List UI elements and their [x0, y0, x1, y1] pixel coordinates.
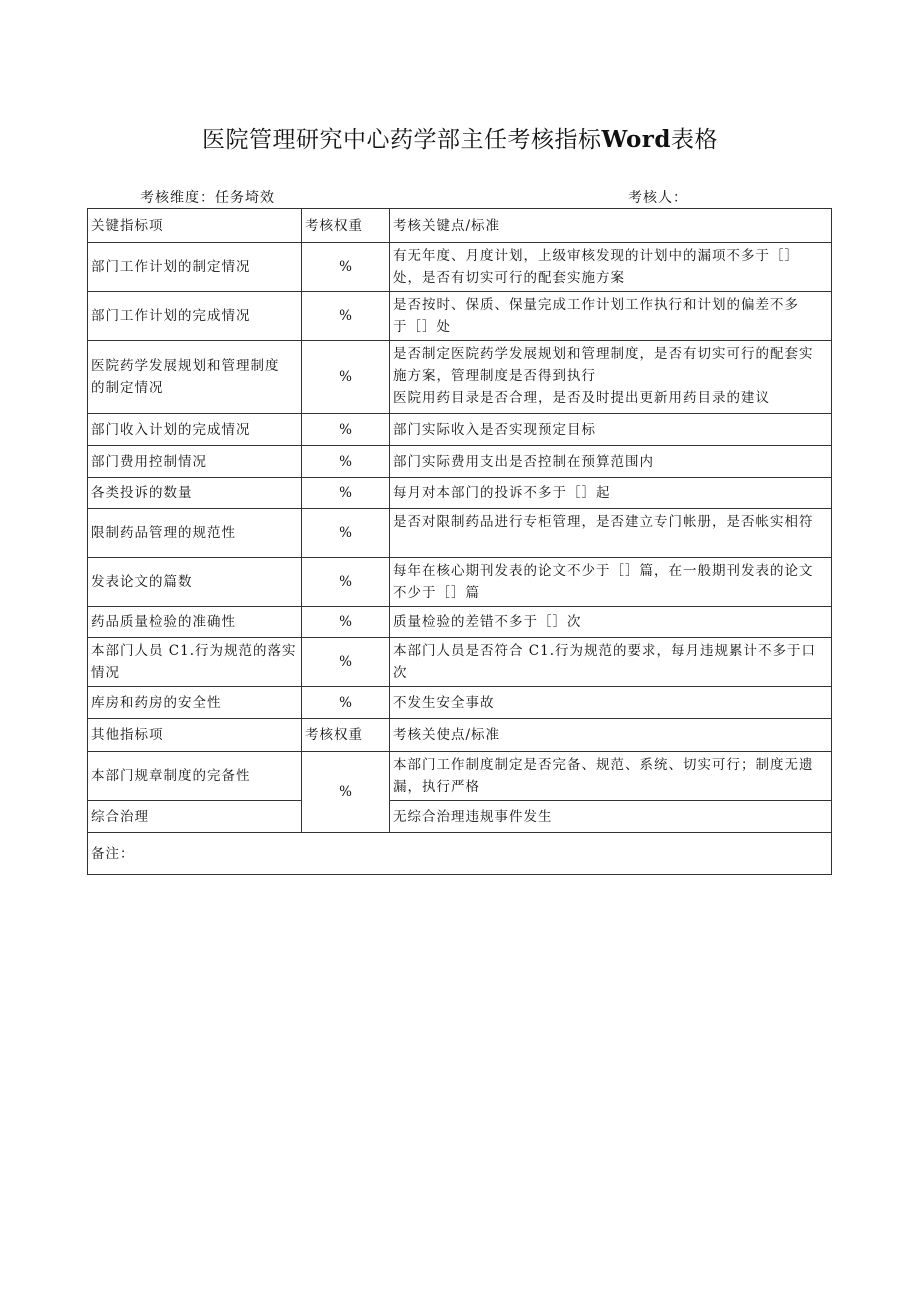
indicator-item: 发表论文的篇数 [88, 558, 302, 607]
criteria-cell: 部门实际费用支出是否控制在预算范围内 [390, 446, 832, 478]
weight-cell: % [302, 509, 390, 558]
weight-cell: % [302, 478, 390, 509]
other-header-row [88, 719, 832, 752]
assessment-dimension: 考核维度：任务埼效 [140, 190, 275, 206]
document-title: 医院管理研究中心药学部主任考核指标Word表格 [202, 126, 718, 153]
weight-cell: % [302, 414, 390, 446]
table-row [88, 478, 832, 509]
weight-cell: % [302, 446, 390, 478]
weight-cell: % [302, 607, 390, 638]
criteria-cell: 本部门工作制度制定是否完备、规范、系统、切实可行；制度无遗 漏，执行严格 [390, 752, 832, 801]
criteria-cell: 部门实际收入是否实现预定目标 [390, 414, 832, 446]
weight-cell: % [302, 341, 390, 414]
criteria-cell: 每月对本部门的投诉不多于［］起 [390, 478, 832, 509]
indicator-item: 本部门规章制度的完备性 [88, 752, 302, 801]
header-weight: 考核权重 [302, 209, 390, 243]
criteria-cell: 无综合治理违规事件发生 [390, 801, 832, 833]
criteria-cell: 是否制定医院药学发展规划和管理制度，是否有切实可行的配套实 施方案，管理制度是否得到执行 医院用药目录是否合理，是否及时提出更新用药目录的建议 [390, 341, 832, 414]
weight-cell: % [302, 752, 390, 833]
indicator-item: 库房和药房的安全性 [88, 687, 302, 719]
weight-cell: % [302, 243, 390, 292]
table-row [88, 243, 832, 292]
indicator-item: 医院药学发展规划和管理制度 的制定情况 [88, 341, 302, 414]
assessment-table [87, 208, 832, 875]
indicator-item: 部门工作计划的制定情况 [88, 243, 302, 292]
indicator-item: 部门收入计划的完成情况 [88, 414, 302, 446]
remarks-cell: 备注： [88, 833, 832, 875]
assessor-label: 考核人： [628, 190, 688, 206]
indicator-item: 药品质量检验的准确性 [88, 607, 302, 638]
table-row [88, 292, 832, 341]
weight-cell: % [302, 292, 390, 341]
criteria-cell: 本部门人员是否符合 C1.行为规范的要求，每月违规累计不多于口 次 [390, 638, 832, 687]
header-other-criteria: 考核关使点/标准 [390, 719, 832, 752]
header-key-indicator: 关键指标项 [88, 209, 302, 243]
criteria-cell: 是否对限制药品进行专柜管理，是否建立专门帐册，是否帐实相符 [390, 509, 832, 558]
table-row [88, 638, 832, 687]
weight-cell: % [302, 687, 390, 719]
indicator-item: 本部门人员 C1.行为规范的落实 情况 [88, 638, 302, 687]
table-row [88, 801, 832, 833]
header-criteria: 考核关键点/标准 [390, 209, 832, 243]
criteria-cell: 不发生安全事故 [390, 687, 832, 719]
criteria-cell: 质量检验的差错不多于［］次 [390, 607, 832, 638]
indicator-item: 综合治理 [88, 801, 302, 833]
indicator-item: 部门工作计划的完成情况 [88, 292, 302, 341]
header-other-indicator: 其他指标项 [88, 719, 302, 752]
table-header-row [88, 209, 832, 243]
table-row [88, 558, 832, 607]
criteria-cell: 每年在核心期刊发表的论文不少于［］篇，在一般期刊发表的论文 不少于［］篇 [390, 558, 832, 607]
header-other-weight: 考核权重 [302, 719, 390, 752]
criteria-cell: 有无年度、月度计划，上级审核发现的计划中的漏项不多于［］ 处，是否有切实可行的配套实施方案 [390, 243, 832, 292]
table-row [88, 341, 832, 414]
table-row [88, 687, 832, 719]
indicator-item: 限制药品管理的规范性 [88, 509, 302, 558]
table-row [88, 509, 832, 558]
table-row [88, 414, 832, 446]
table-row [88, 446, 832, 478]
criteria-cell: 是否按时、保质、保量完成工作计划工作执行和计划的偏差不多 于［］处 [390, 292, 832, 341]
indicator-item: 各类投诉的数量 [88, 478, 302, 509]
indicator-item: 部门费用控制情况 [88, 446, 302, 478]
remarks-row [88, 833, 832, 875]
table-row [88, 752, 832, 801]
weight-cell: % [302, 558, 390, 607]
table-row [88, 607, 832, 638]
weight-cell: % [302, 638, 390, 687]
